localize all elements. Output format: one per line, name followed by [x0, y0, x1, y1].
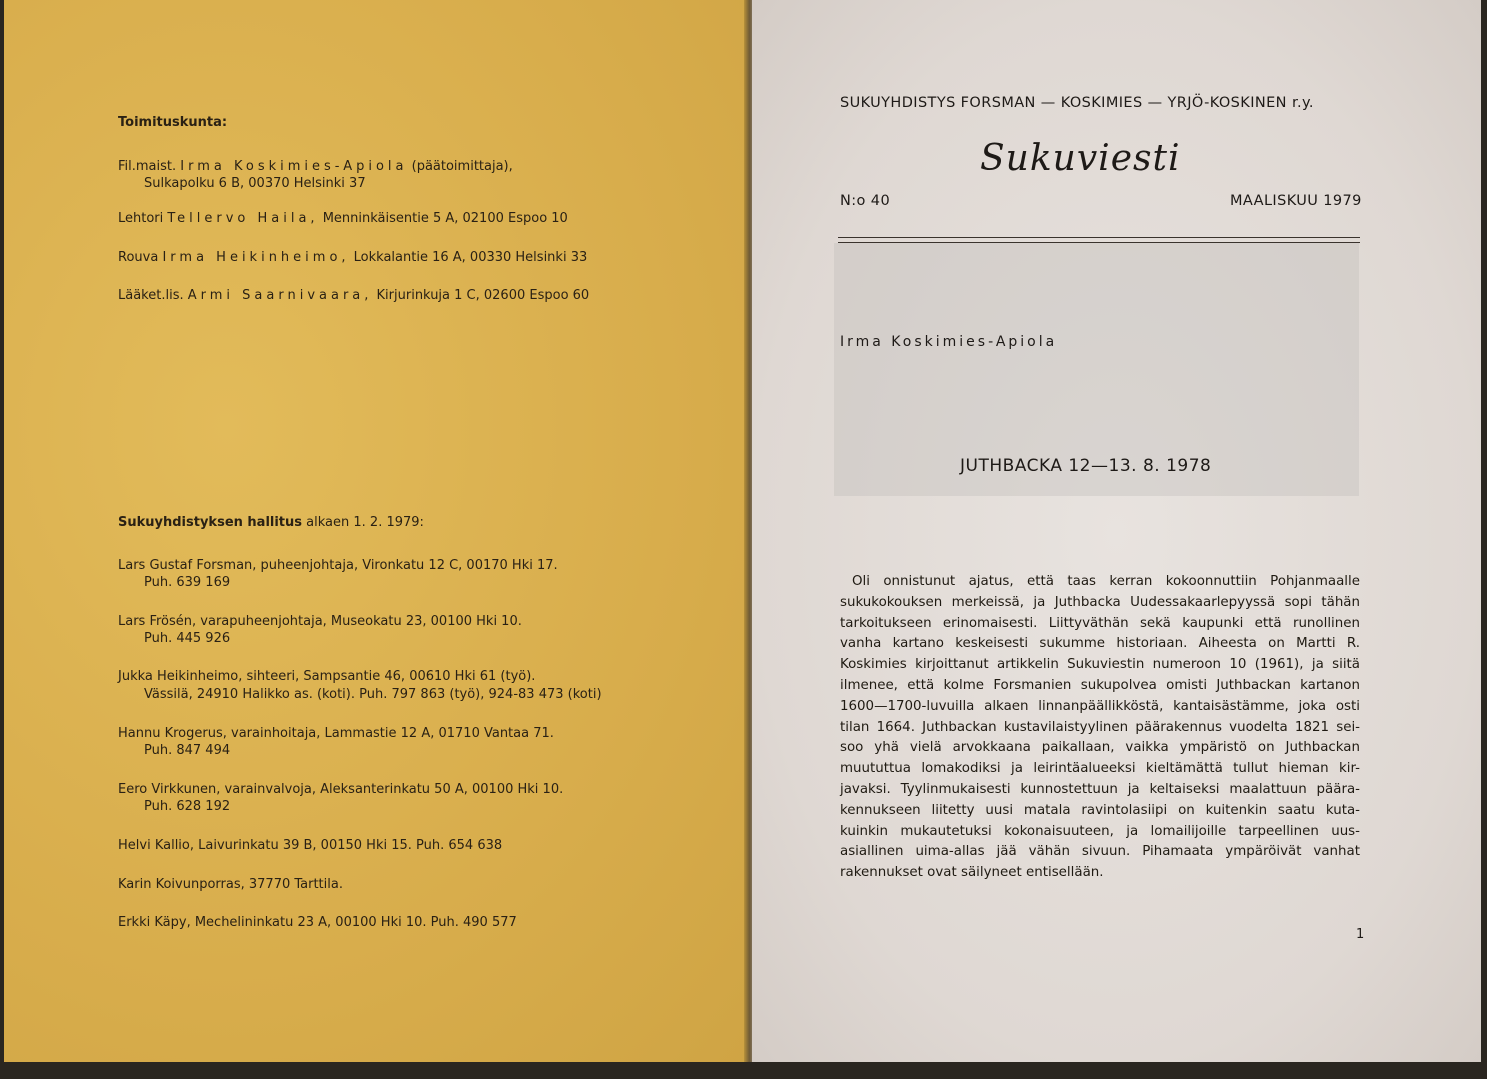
body-line: sukukokouksen merkeissä, ja Juthbacka Uudessakaarlepyyssä sopi tähän	[840, 594, 1360, 610]
table-edge	[0, 1062, 1487, 1079]
article-author: Irma Koskimies-Apiola	[840, 334, 1058, 350]
board-member-line: Eero Virkkunen, varainvalvoja, Aleksanterinkatu 50 A, 00100 Hki 10.	[118, 782, 564, 797]
board-member-line: Jukka Heikinheimo, sihteeri, Sampsantie 46, 00610 Hki 61 (työ).	[118, 669, 536, 684]
body-line: asiallinen uima-allas jää vähän sivuun. Pihamaata ympäröivät vanhat	[840, 844, 1360, 860]
board-member-phone: Puh. 847 494	[144, 743, 231, 758]
board-member-phone: Puh. 445 926	[144, 631, 231, 646]
issue-number: N:o 40	[840, 193, 891, 209]
editor-line: Fil.maist. Irma Koskimies-Apiola (päätoimittaja),	[118, 159, 513, 174]
page-number: 1	[1356, 927, 1365, 942]
body-line: Oli onnistunut ajatus, että taas kerran kokoonnuttiin Pohjanmaalle	[852, 574, 1360, 589]
body-line: 1600—1700-luvuilla alkaen linnanpäällikköstä, kantaisästämme, joka osti	[840, 698, 1360, 714]
editor-address: Sulkapolku 6 B, 00370 Helsinki 37	[144, 176, 366, 191]
society-header: SUKUYHDISTYS FORSMAN — KOSKIMIES — YRJÖ-KOSKINEN r.y.	[840, 95, 1314, 111]
editor-line: Rouva Irma Heikinheimo, Lokkalantie 16 A, 00330 Helsinki 33	[118, 250, 588, 265]
toimituskunta-heading: Toimituskunta:	[118, 115, 228, 130]
body-line: kuinkin mukautetuksi kokonaisuuteen, ja lomailijoille tarpeellinen uus-	[840, 823, 1360, 839]
header-rule-bottom	[838, 242, 1360, 243]
body-line: tilan 1664. Juthbackan kustavilaistyylinen päärakennus vuodelta 1821 sei-	[840, 719, 1360, 735]
board-member-line: Karin Koivunporras, 37770 Tarttila.	[118, 877, 343, 892]
right-page	[752, 0, 1481, 1066]
board-member-phone: Vässilä, 24910 Halikko as. (koti). Puh. 797 863 (työ), 924-83 473 (koti)	[144, 687, 602, 702]
board-member-line: Erkki Käpy, Mechelininkatu 23 A, 00100 Hki 10. Puh. 490 577	[118, 915, 517, 930]
board-member-phone: Puh. 628 192	[144, 799, 231, 814]
board-member-line: Lars Gustaf Forsman, puheenjohtaja, Vironkatu 12 C, 00170 Hki 17.	[118, 558, 558, 573]
body-line: muututtua lomakodiksi ja leirintäalueeksi kieltämättä tullut hieman kir-	[840, 761, 1360, 777]
body-line: kennukseen liitetty uusi matala ravintolasiipi on kuitenkin saatu kuta-	[840, 802, 1360, 818]
article-title: JUTHBACKA 12—13. 8. 1978	[960, 456, 1212, 476]
body-line: javaksi. Tyylinmukaisesti kunnostettuun ja keltaiseksi maalattuun päära-	[840, 781, 1360, 797]
header-rule-top	[838, 237, 1360, 238]
hallitus-heading: Sukuyhdistyksen hallitus alkaen 1. 2. 1979:	[118, 515, 424, 530]
board-member-line: Helvi Kallio, Laivurinkatu 39 B, 00150 Hki 15. Puh. 654 638	[118, 838, 503, 853]
body-line: tarkoitukseen erinomaisesti. Liittyväthän sekä kaupunki että runollinen	[840, 615, 1360, 631]
board-member-line: Hannu Krogerus, varainhoitaja, Lammastie 12 A, 01710 Vantaa 71.	[118, 726, 554, 741]
editor-line: Lääket.lis. Armi Saarnivaara, Kirjurinkuja 1 C, 02600 Espoo 60	[118, 288, 590, 303]
body-line: rakennukset ovat säilyneet entisellään.	[840, 865, 1104, 881]
body-line: vanha kartano keskeisesti sukumme historiaan. Aiheesta on Martti R.	[840, 636, 1360, 652]
editor-line: Lehtori Tellervo Haila, Menninkäisentie 5 A, 02100 Espoo 10	[118, 211, 568, 226]
left-page	[4, 0, 748, 1066]
body-line: soo yhä vielä arvokkaana paikallaan, vaikka ympäristö on Juthbackan	[840, 740, 1360, 756]
body-line: Koskimies kirjoittanut artikkelin Sukuviestin numeroon 10 (1961), ja siitä	[840, 657, 1360, 673]
article-body	[840, 572, 1360, 884]
body-line: ilmenee, että kolme Forsmanien sukupolvea omisti Juthbackan kartanon	[840, 677, 1360, 693]
publication-title: Sukuviesti	[980, 138, 1181, 179]
board-member-phone: Puh. 639 169	[144, 575, 231, 590]
issue-date: MAALISKUU 1979	[1230, 193, 1362, 209]
board-member-line: Lars Frösén, varapuheenjohtaja, Museokatu 23, 00100 Hki 10.	[118, 614, 522, 629]
